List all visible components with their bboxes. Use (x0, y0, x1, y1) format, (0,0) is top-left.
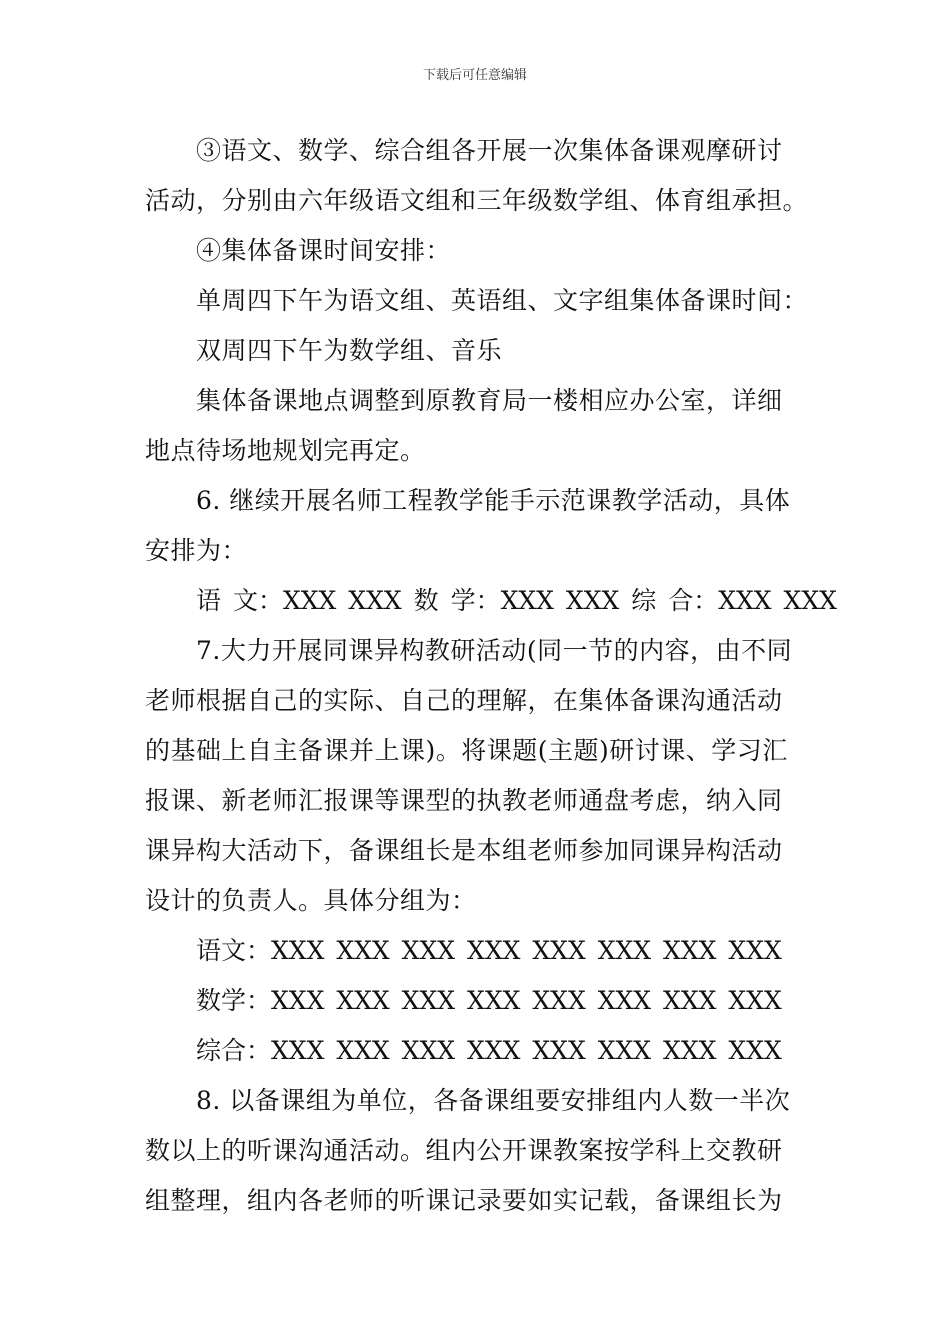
paragraph-line: ④集体备课时间安排： (196, 236, 452, 265)
paragraph-line: 地点待场地规划完再定。 (145, 436, 426, 465)
paragraph-line: 8. 以备课组为单位，各备课组要安排组内人数一半次 (196, 1086, 791, 1115)
paragraph-line: 设计的负责人。具体分组为： (145, 886, 477, 915)
paragraph-line: 报课、新老师汇报课等课型的执教老师通盘考虑，纳入同 (145, 786, 783, 815)
page-header: 下载后可任意编辑 (422, 68, 527, 83)
paragraph-line: 课异构大活动下，备课组长是本组老师参加同课异构活动 (145, 836, 783, 865)
paragraph-line: 集体备课地点调整到原教育局一楼相应办公室，详细 (196, 386, 783, 415)
document-body (145, 126, 837, 1226)
paragraph-line: 活动，分别由六年级语文组和三年级数学组、体育组承担。 (145, 186, 809, 215)
paragraph-line: 7.大力开展同课异构教研活动(同一节的内容，由不同 (196, 636, 793, 665)
paragraph-line: 数以上的听课沟通活动。组内公开课教案按学科上交教研 (145, 1136, 783, 1165)
group-list-chinese: 语文：XXX XXX XXX XXX XXX XXX XXX XXX (196, 936, 782, 965)
paragraph-line: ③语文、数学、综合组各开展一次集体备课观摩研讨 (196, 136, 783, 165)
teacher-list-line: 语 文：XXX XXX 数 学：XXX XXX 综 合：XXX XXX (196, 586, 837, 615)
paragraph-line: 6. 继续开展名师工程教学能手示范课教学活动，具体 (196, 486, 791, 515)
group-list-math: 数学：XXX XXX XXX XXX XXX XXX XXX XXX (196, 986, 782, 1015)
paragraph-line: 双周四下午为数学组、音乐 (196, 336, 503, 365)
paragraph-line: 组整理，组内各老师的听课记录要如实记载，备课组长为 (145, 1186, 783, 1215)
paragraph-line: 安排为： (145, 536, 248, 565)
group-list-comprehensive: 综合：XXX XXX XXX XXX XXX XXX XXX XXX (196, 1036, 782, 1065)
paragraph-line: 的基础上自主备课并上课)。将课题(主题)研讨课、学习汇 (145, 736, 788, 765)
paragraph-line: 老师根据自己的实际、自己的理解，在集体备课沟通活动 (145, 686, 783, 715)
paragraph-line: 单周四下午为语文组、英语组、文字组集体备课时间： (196, 286, 809, 315)
